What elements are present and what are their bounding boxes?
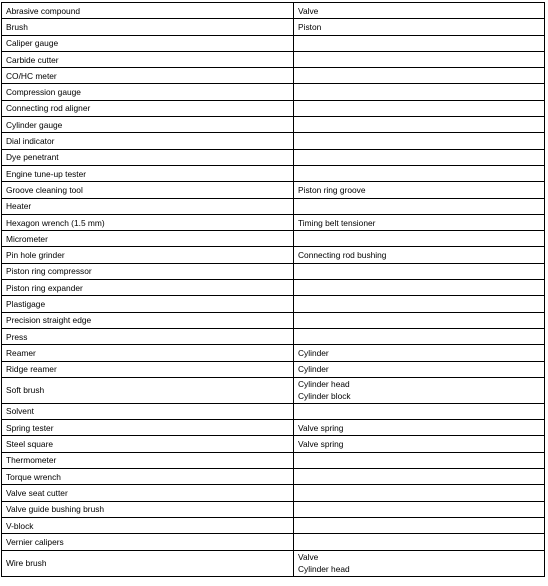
part-cell — [294, 51, 545, 67]
part-cell — [294, 19, 545, 35]
table-row — [2, 345, 545, 361]
table-row — [2, 485, 545, 501]
tool-cell: Dye penetrant — [2, 149, 294, 165]
part-cell — [294, 3, 545, 19]
tool-cell: Torque wrench — [2, 469, 294, 485]
part-cell — [294, 68, 545, 84]
table-row — [2, 517, 545, 533]
table-row — [2, 231, 545, 247]
tool-cell: Connecting rod aligner — [2, 100, 294, 116]
table-row — [2, 361, 545, 377]
part-name: Piston ring groove — [298, 184, 366, 195]
tool-cell: Compression gauge — [2, 84, 294, 100]
tool-cell: Solvent — [2, 403, 294, 419]
part-name: Cylinder — [298, 347, 329, 358]
table-row — [2, 68, 545, 84]
part-name: Valve spring — [298, 422, 344, 433]
part-cell — [294, 100, 545, 116]
part-cell — [294, 312, 545, 328]
tool-cell: Carbide cutter — [2, 51, 294, 67]
table-row — [2, 19, 545, 35]
tool-cell: Wire brush — [2, 550, 294, 576]
table-row — [2, 35, 545, 51]
part-cell — [294, 345, 545, 361]
tool-cell: Cylinder gauge — [2, 117, 294, 133]
table-row — [2, 280, 545, 296]
table-row — [2, 182, 545, 198]
part-cell — [294, 361, 545, 377]
part-cell — [294, 550, 545, 576]
tool-cell: Soft brush — [2, 377, 294, 403]
part-cell — [294, 452, 545, 468]
table-row — [2, 247, 545, 263]
part-cell — [294, 485, 545, 501]
part-cell — [294, 35, 545, 51]
table-row — [2, 214, 545, 230]
tool-cell: Piston ring expander — [2, 280, 294, 296]
table-row — [2, 420, 545, 436]
part-cell — [294, 231, 545, 247]
tool-cell: CO/HC meter — [2, 68, 294, 84]
table-row — [2, 436, 545, 452]
tool-cell: Brush — [2, 19, 294, 35]
part-cell — [294, 296, 545, 312]
part-name: Cylinder head — [298, 379, 350, 390]
table-row — [2, 452, 545, 468]
table-row — [2, 84, 545, 100]
tool-cell: Plastigage — [2, 296, 294, 312]
tool-cell: Heater — [2, 198, 294, 214]
part-cell — [294, 436, 545, 452]
part-cell — [294, 165, 545, 181]
tool-cell: Engine tune-up tester — [2, 165, 294, 181]
table-row — [2, 3, 545, 19]
part-name: Valve — [298, 5, 319, 16]
table-row — [2, 312, 545, 328]
table-row — [2, 328, 545, 344]
table-row — [2, 133, 545, 149]
table-row — [2, 550, 545, 576]
part-cell — [294, 133, 545, 149]
tool-cell: Pin hole grinder — [2, 247, 294, 263]
part-cell — [294, 198, 545, 214]
tool-cell: Steel square — [2, 436, 294, 452]
tool-cell: Caliper gauge — [2, 35, 294, 51]
part-cell — [294, 280, 545, 296]
part-cell — [294, 263, 545, 279]
part-name: Cylinder — [298, 364, 329, 375]
table-row — [2, 51, 545, 67]
table-row — [2, 377, 545, 403]
table-row — [2, 165, 545, 181]
part-name: Valve spring — [298, 439, 344, 450]
table-row — [2, 100, 545, 116]
part-cell — [294, 403, 545, 419]
part-cell — [294, 84, 545, 100]
part-cell — [294, 517, 545, 533]
tool-cell: Reamer — [2, 345, 294, 361]
part-cell — [294, 214, 545, 230]
tool-cell: V-block — [2, 517, 294, 533]
tool-cell: Abrasive compound — [2, 3, 294, 19]
table-row — [2, 296, 545, 312]
part-name: Timing belt tensioner — [298, 217, 376, 228]
part-name: Cylinder head — [298, 564, 350, 574]
part-cell — [294, 149, 545, 165]
part-cell — [294, 247, 545, 263]
tool-cell: Piston ring compressor — [2, 263, 294, 279]
table-row — [2, 534, 545, 550]
table-row — [2, 501, 545, 517]
tool-cell: Micrometer — [2, 231, 294, 247]
tool-cell: Thermometer — [2, 452, 294, 468]
part-name: Valve — [298, 552, 319, 562]
part-name: Piston — [298, 21, 322, 32]
tools-table-body — [2, 3, 545, 577]
part-name: Connecting rod bushing — [298, 250, 387, 261]
table-row — [2, 403, 545, 419]
part-cell — [294, 328, 545, 344]
tool-cell: Precision straight edge — [2, 312, 294, 328]
part-cell — [294, 117, 545, 133]
table-row — [2, 117, 545, 133]
tools-table — [1, 2, 545, 577]
part-cell — [294, 182, 545, 198]
tool-cell: Groove cleaning tool — [2, 182, 294, 198]
part-cell — [294, 534, 545, 550]
table-row — [2, 263, 545, 279]
tool-cell: Spring tester — [2, 420, 294, 436]
table-row — [2, 198, 545, 214]
tool-cell: Press — [2, 328, 294, 344]
tool-cell: Vernier calipers — [2, 534, 294, 550]
part-cell — [294, 469, 545, 485]
table-row — [2, 149, 545, 165]
part-name: Cylinder block — [298, 391, 351, 402]
tool-cell: Hexagon wrench (1.5 mm) — [2, 214, 294, 230]
tool-cell: Ridge reamer — [2, 361, 294, 377]
part-cell — [294, 420, 545, 436]
part-cell — [294, 377, 545, 403]
table-row — [2, 469, 545, 485]
tool-cell: Dial indicator — [2, 133, 294, 149]
part-cell — [294, 501, 545, 517]
tool-cell: Valve seat cutter — [2, 485, 294, 501]
tool-cell: Valve guide bushing brush — [2, 501, 294, 517]
